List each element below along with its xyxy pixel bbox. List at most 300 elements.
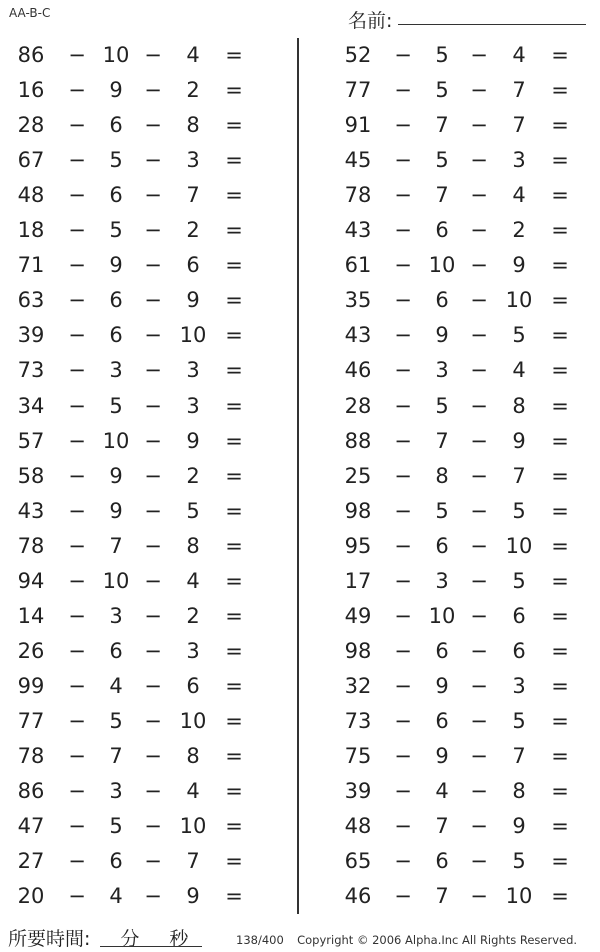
equals-sign: = xyxy=(225,428,243,453)
minus-sign: − xyxy=(68,744,86,768)
operand-a: 16 xyxy=(17,78,45,103)
operand-b: 5 xyxy=(109,814,123,839)
minus-sign: − xyxy=(68,814,86,839)
minus-sign: − xyxy=(144,323,162,348)
equals-sign: = xyxy=(551,323,569,348)
minus-sign: − xyxy=(470,884,488,909)
operand-c: 10 xyxy=(505,533,533,558)
operand-c: 9 xyxy=(512,814,526,839)
name-write-line[interactable] xyxy=(398,24,586,25)
equals-sign: = xyxy=(551,148,569,173)
operand-a: 34 xyxy=(17,393,45,418)
operand-c: 9 xyxy=(512,253,526,278)
operand-c: 6 xyxy=(186,673,200,698)
minus-sign: − xyxy=(394,113,412,138)
problem-row xyxy=(300,844,600,879)
operand-c: 2 xyxy=(512,218,526,243)
operand-a: 98 xyxy=(344,498,372,523)
operand-a: 78 xyxy=(344,183,372,208)
operand-a: 67 xyxy=(17,148,45,173)
operand-c: 6 xyxy=(512,603,526,628)
minus-sign: − xyxy=(394,183,412,208)
operand-c: 6 xyxy=(512,638,526,663)
minus-sign: − xyxy=(470,253,488,278)
equals-sign: = xyxy=(225,43,243,67)
minus-sign: − xyxy=(144,744,162,768)
operand-c: 9 xyxy=(512,428,526,453)
operand-c: 4 xyxy=(512,358,526,383)
minus-sign: − xyxy=(144,358,162,383)
problem-row xyxy=(0,389,297,424)
problem-row xyxy=(300,564,600,599)
minus-sign: − xyxy=(68,43,86,67)
operand-a: 49 xyxy=(344,603,372,628)
minus-sign: − xyxy=(470,323,488,348)
equals-sign: = xyxy=(551,288,569,313)
problem-row xyxy=(300,494,600,529)
minus-sign: − xyxy=(68,463,86,488)
operand-a: 52 xyxy=(344,43,372,67)
problem-row xyxy=(0,178,297,213)
equals-sign: = xyxy=(225,113,243,138)
operand-c: 3 xyxy=(186,638,200,663)
operand-b: 8 xyxy=(435,463,449,488)
minus-sign: − xyxy=(144,253,162,278)
minus-sign: − xyxy=(144,533,162,558)
problem-row xyxy=(0,108,297,143)
operand-a: 94 xyxy=(17,568,45,593)
operand-a: 25 xyxy=(344,463,372,488)
operand-a: 77 xyxy=(344,78,372,103)
minus-sign: − xyxy=(470,78,488,103)
operand-c: 5 xyxy=(512,323,526,348)
minus-sign: − xyxy=(144,568,162,593)
equals-sign: = xyxy=(225,884,243,909)
equals-sign: = xyxy=(225,568,243,593)
operand-a: 63 xyxy=(17,288,45,313)
operand-a: 28 xyxy=(344,393,372,418)
operand-c: 10 xyxy=(179,323,207,348)
operand-b: 7 xyxy=(435,183,449,208)
operand-a: 48 xyxy=(17,183,45,208)
problem-row xyxy=(300,213,600,248)
operand-c: 10 xyxy=(179,708,207,733)
minus-sign: − xyxy=(470,288,488,313)
operand-a: 27 xyxy=(17,849,45,874)
problem-row xyxy=(300,178,600,213)
equals-sign: = xyxy=(551,183,569,208)
minus-sign: − xyxy=(68,323,86,348)
operand-a: 78 xyxy=(17,744,45,768)
operand-c: 9 xyxy=(186,884,200,909)
minus-sign: − xyxy=(394,218,412,243)
operand-a: 43 xyxy=(344,218,372,243)
problem-row xyxy=(0,704,297,739)
operand-c: 2 xyxy=(186,78,200,103)
operand-c: 9 xyxy=(186,288,200,313)
minus-sign: − xyxy=(68,638,86,663)
minus-sign: − xyxy=(470,814,488,839)
minus-sign: − xyxy=(144,463,162,488)
operand-c: 2 xyxy=(186,218,200,243)
minus-sign: − xyxy=(470,744,488,768)
equals-sign: = xyxy=(225,498,243,523)
equals-sign: = xyxy=(551,253,569,278)
equals-sign: = xyxy=(551,358,569,383)
page-number: 138/400 xyxy=(236,933,284,947)
operand-b: 7 xyxy=(435,113,449,138)
minutes-label: 分 xyxy=(120,928,140,950)
equals-sign: = xyxy=(551,673,569,698)
operand-b: 7 xyxy=(435,814,449,839)
operand-b: 5 xyxy=(109,393,123,418)
equals-sign: = xyxy=(225,814,243,839)
operand-a: 39 xyxy=(344,779,372,804)
equals-sign: = xyxy=(551,744,569,768)
operand-c: 5 xyxy=(512,568,526,593)
operand-c: 7 xyxy=(512,463,526,488)
operand-c: 6 xyxy=(186,253,200,278)
operand-b: 7 xyxy=(435,428,449,453)
minus-sign: − xyxy=(470,463,488,488)
problem-row xyxy=(300,809,600,844)
problem-row xyxy=(300,599,600,634)
operand-b: 3 xyxy=(435,358,449,383)
operand-b: 9 xyxy=(435,323,449,348)
minus-sign: − xyxy=(144,183,162,208)
operand-c: 3 xyxy=(186,148,200,173)
minus-sign: − xyxy=(470,218,488,243)
minus-sign: − xyxy=(394,78,412,103)
problem-row xyxy=(300,704,600,739)
operand-a: 88 xyxy=(344,428,372,453)
operand-a: 32 xyxy=(344,673,372,698)
operand-b: 6 xyxy=(109,638,123,663)
operand-c: 10 xyxy=(505,288,533,313)
equals-sign: = xyxy=(551,603,569,628)
minus-sign: − xyxy=(470,779,488,804)
problem-row xyxy=(300,879,600,914)
minus-sign: − xyxy=(144,43,162,67)
problem-row xyxy=(0,459,297,494)
minus-sign: − xyxy=(394,253,412,278)
minus-sign: − xyxy=(68,568,86,593)
problem-row xyxy=(0,774,297,809)
operand-c: 7 xyxy=(186,849,200,874)
equals-sign: = xyxy=(551,218,569,243)
problem-row xyxy=(0,634,297,669)
minus-sign: − xyxy=(68,498,86,523)
problem-row xyxy=(0,879,297,914)
minus-sign: − xyxy=(68,253,86,278)
equals-sign: = xyxy=(225,849,243,874)
operand-c: 7 xyxy=(186,183,200,208)
minus-sign: − xyxy=(394,884,412,909)
minus-sign: − xyxy=(394,533,412,558)
equals-sign: = xyxy=(551,568,569,593)
minus-sign: − xyxy=(144,218,162,243)
operand-a: 71 xyxy=(17,253,45,278)
minus-sign: − xyxy=(470,43,488,67)
operand-c: 7 xyxy=(512,744,526,768)
minus-sign: − xyxy=(144,288,162,313)
footer-info xyxy=(236,933,577,947)
problem-row xyxy=(300,634,600,669)
equals-sign: = xyxy=(551,533,569,558)
minus-sign: − xyxy=(394,708,412,733)
equals-sign: = xyxy=(225,253,243,278)
operand-c: 8 xyxy=(512,393,526,418)
operand-b: 4 xyxy=(109,884,123,909)
minus-sign: − xyxy=(68,779,86,804)
equals-sign: = xyxy=(225,358,243,383)
minus-sign: − xyxy=(144,428,162,453)
operand-b: 7 xyxy=(435,884,449,909)
problem-row xyxy=(0,248,297,283)
operand-c: 4 xyxy=(512,183,526,208)
equals-sign: = xyxy=(225,708,243,733)
minus-sign: − xyxy=(470,638,488,663)
problem-row xyxy=(300,389,600,424)
operand-c: 4 xyxy=(512,43,526,67)
operand-c: 5 xyxy=(186,498,200,523)
equals-sign: = xyxy=(551,638,569,663)
minus-sign: − xyxy=(394,463,412,488)
operand-a: 35 xyxy=(344,288,372,313)
operand-b: 6 xyxy=(435,849,449,874)
minus-sign: − xyxy=(144,78,162,103)
problem-row xyxy=(0,38,297,73)
operand-c: 8 xyxy=(186,113,200,138)
equals-sign: = xyxy=(551,463,569,488)
minus-sign: − xyxy=(470,428,488,453)
equals-sign: = xyxy=(225,673,243,698)
operand-a: 91 xyxy=(344,113,372,138)
minus-sign: − xyxy=(470,183,488,208)
problem-row xyxy=(300,38,600,73)
minus-sign: − xyxy=(394,744,412,768)
operand-b: 9 xyxy=(109,463,123,488)
problem-row xyxy=(300,774,600,809)
operand-c: 5 xyxy=(512,849,526,874)
operand-b: 6 xyxy=(435,708,449,733)
minus-sign: − xyxy=(394,358,412,383)
minus-sign: − xyxy=(470,568,488,593)
problem-row xyxy=(0,143,297,178)
operand-a: 17 xyxy=(344,568,372,593)
equals-sign: = xyxy=(551,428,569,453)
worksheet-code: AA-B-C xyxy=(9,6,51,20)
equals-sign: = xyxy=(551,393,569,418)
minus-sign: − xyxy=(394,498,412,523)
equals-sign: = xyxy=(551,113,569,138)
problem-row xyxy=(300,108,600,143)
operand-a: 20 xyxy=(17,884,45,909)
operand-a: 99 xyxy=(17,673,45,698)
operand-a: 73 xyxy=(344,708,372,733)
problem-row xyxy=(0,73,297,108)
equals-sign: = xyxy=(225,603,243,628)
minus-sign: − xyxy=(68,849,86,874)
operand-a: 78 xyxy=(17,533,45,558)
minus-sign: − xyxy=(394,148,412,173)
problem-row xyxy=(300,424,600,459)
problem-row xyxy=(300,143,600,178)
operand-b: 3 xyxy=(435,568,449,593)
minus-sign: − xyxy=(68,603,86,628)
operand-b: 10 xyxy=(102,43,130,67)
operand-b: 10 xyxy=(428,603,456,628)
minus-sign: − xyxy=(470,533,488,558)
problem-row xyxy=(0,424,297,459)
operand-a: 75 xyxy=(344,744,372,768)
equals-sign: = xyxy=(225,288,243,313)
minus-sign: − xyxy=(68,428,86,453)
operand-c: 8 xyxy=(186,744,200,768)
operand-c: 9 xyxy=(186,428,200,453)
problem-row xyxy=(0,809,297,844)
minus-sign: − xyxy=(394,814,412,839)
problem-row xyxy=(300,318,600,353)
problem-row xyxy=(300,459,600,494)
equals-sign: = xyxy=(225,533,243,558)
equals-sign: = xyxy=(551,884,569,909)
operand-a: 39 xyxy=(17,323,45,348)
operand-c: 7 xyxy=(512,113,526,138)
operand-c: 4 xyxy=(186,568,200,593)
minus-sign: − xyxy=(470,148,488,173)
problem-row xyxy=(300,739,600,774)
operand-c: 5 xyxy=(512,708,526,733)
minus-sign: − xyxy=(144,638,162,663)
minus-sign: − xyxy=(144,603,162,628)
minus-sign: − xyxy=(470,393,488,418)
minus-sign: − xyxy=(68,533,86,558)
minus-sign: − xyxy=(394,288,412,313)
equals-sign: = xyxy=(551,779,569,804)
problem-row xyxy=(300,529,600,564)
minus-sign: − xyxy=(470,498,488,523)
minus-sign: − xyxy=(394,323,412,348)
operand-b: 6 xyxy=(109,849,123,874)
minus-sign: − xyxy=(68,218,86,243)
operand-a: 86 xyxy=(17,779,45,804)
operand-b: 6 xyxy=(435,218,449,243)
equals-sign: = xyxy=(225,323,243,348)
operand-c: 5 xyxy=(512,498,526,523)
operand-b: 6 xyxy=(109,183,123,208)
problem-row xyxy=(0,669,297,704)
minus-sign: − xyxy=(144,884,162,909)
minus-sign: − xyxy=(144,779,162,804)
operand-b: 9 xyxy=(109,78,123,103)
minus-sign: − xyxy=(394,428,412,453)
operand-a: 58 xyxy=(17,463,45,488)
operand-a: 45 xyxy=(344,148,372,173)
operand-a: 18 xyxy=(17,218,45,243)
operand-a: 65 xyxy=(344,849,372,874)
operand-b: 5 xyxy=(109,708,123,733)
seconds-label: 秒 xyxy=(169,928,189,950)
time-write-line[interactable] xyxy=(100,946,202,947)
operand-b: 5 xyxy=(435,148,449,173)
operand-a: 98 xyxy=(344,638,372,663)
minus-sign: − xyxy=(470,113,488,138)
operand-b: 5 xyxy=(109,218,123,243)
problem-row xyxy=(300,669,600,704)
operand-b: 6 xyxy=(435,288,449,313)
minus-sign: − xyxy=(68,393,86,418)
equals-sign: = xyxy=(225,463,243,488)
minus-sign: − xyxy=(68,884,86,909)
equals-sign: = xyxy=(225,148,243,173)
equals-sign: = xyxy=(551,814,569,839)
problem-row xyxy=(300,353,600,388)
time-label: 所要時間: xyxy=(8,928,91,950)
operand-a: 43 xyxy=(17,498,45,523)
minus-sign: − xyxy=(144,498,162,523)
minus-sign: − xyxy=(68,358,86,383)
operand-b: 5 xyxy=(435,498,449,523)
problem-row xyxy=(300,283,600,318)
operand-b: 5 xyxy=(435,43,449,67)
minus-sign: − xyxy=(144,148,162,173)
equals-sign: = xyxy=(225,78,243,103)
minus-sign: − xyxy=(394,673,412,698)
minus-sign: − xyxy=(144,849,162,874)
equals-sign: = xyxy=(551,498,569,523)
copyright-text: Copyright © 2006 Alpha.Inc All Rights Reserved. xyxy=(297,933,578,947)
operand-a: 61 xyxy=(344,253,372,278)
operand-b: 9 xyxy=(109,498,123,523)
operand-c: 8 xyxy=(186,533,200,558)
operand-b: 10 xyxy=(428,253,456,278)
problem-row xyxy=(0,283,297,318)
equals-sign: = xyxy=(551,849,569,874)
problem-row xyxy=(0,318,297,353)
operand-c: 4 xyxy=(186,43,200,67)
problem-row xyxy=(0,494,297,529)
minus-sign: − xyxy=(144,113,162,138)
minus-sign: − xyxy=(394,603,412,628)
operand-a: 46 xyxy=(344,358,372,383)
problem-row xyxy=(0,353,297,388)
operand-c: 2 xyxy=(186,463,200,488)
operand-c: 3 xyxy=(186,358,200,383)
operand-b: 3 xyxy=(109,779,123,804)
equals-sign: = xyxy=(225,393,243,418)
operand-c: 3 xyxy=(512,148,526,173)
minus-sign: − xyxy=(394,779,412,804)
minus-sign: − xyxy=(470,708,488,733)
operand-a: 95 xyxy=(344,533,372,558)
operand-b: 4 xyxy=(109,673,123,698)
operand-a: 14 xyxy=(17,603,45,628)
minus-sign: − xyxy=(68,288,86,313)
column-divider xyxy=(297,38,299,914)
problem-row xyxy=(0,564,297,599)
operand-b: 5 xyxy=(109,148,123,173)
minus-sign: − xyxy=(470,673,488,698)
equals-sign: = xyxy=(551,43,569,67)
minus-sign: − xyxy=(470,849,488,874)
equals-sign: = xyxy=(225,779,243,804)
name-label: 名前: xyxy=(348,10,393,32)
operand-a: 28 xyxy=(17,113,45,138)
operand-b: 9 xyxy=(109,253,123,278)
operand-b: 5 xyxy=(435,393,449,418)
minus-sign: − xyxy=(68,183,86,208)
